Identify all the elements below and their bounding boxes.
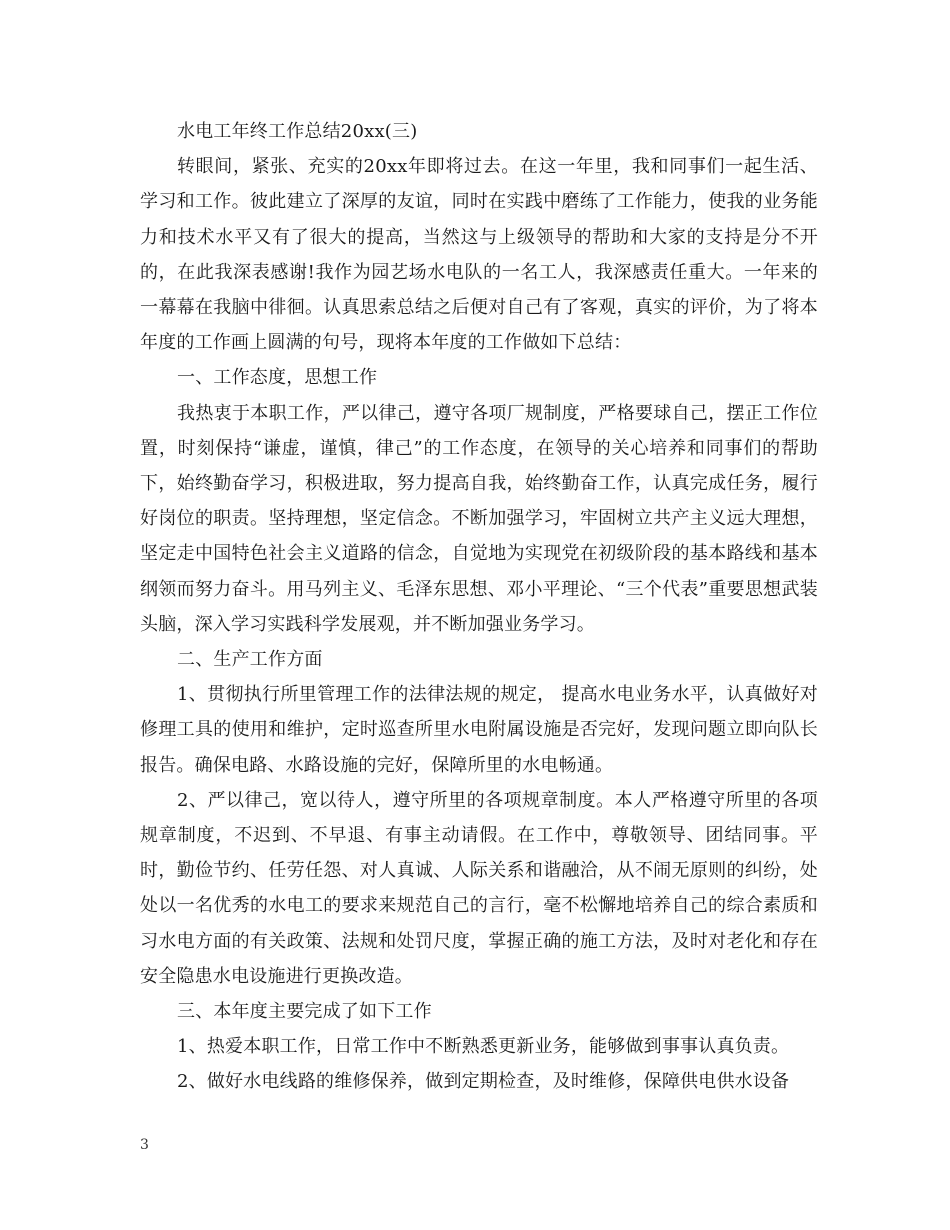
section-heading-completed-work: 三、本年度主要完成了如下工作 xyxy=(177,1001,432,1023)
production-item-2: 2、严以律己，宽以待人，遵守所里的各项规章制度。本人严格遵守所里的各项规章制度，不迟到、不早退、有事主动请假。在工作中，尊敬领导、团结同事。平时，勤俭节约、任劳任怨、对人真诚、人际关系和谐融洽，从不闹无原则的纠纷，处处以一名优秀的水电工的要求来规范自己的言行，毫不松懈地培养自己的综合素质和习水电方面的有关政策、法规和处罚尺度，掌握正确的施工方法，及时对老化和存在安全隐患水电设施进行更换改造。 xyxy=(140,789,818,987)
section-heading-attitude: 一、工作态度，思想工作 xyxy=(177,367,378,389)
production-item-1: 1、贯彻执行所里管理工作的法律法规的规定， 提高水电业务水平，认真做好对修理工具的使用和维护，定时巡查所里水电附属设施是否完好，发现问题立即向队长报告。确保电路、水路设施的完好，保障所里的水电畅通。 xyxy=(140,684,818,776)
intro-paragraph: 转眼间，紧张、充实的20xx年即将过去。在这一年里，我和同事们一起生活、学习和工作。彼此建立了深厚的友谊，同时在实践中磨练了工作能力，使我的业务能力和技术水平又有了很大的提高，当然这与上级领导的帮助和大家的支持是分不开的，在此我深表感谢!我作为园艺场水电队的一名工人，我深感责任重大。一年来的一幕幕在我脑中徘徊。认真思索总结之后便对自己有了客观，真实的评价，为了将本年度的工作画上圆满的句号，现将本年度的工作做如下总结： xyxy=(140,156,818,354)
attitude-paragraph: 我热衷于本职工作，严以律己，遵守各项厂规制度，严格要球自己，摆正工作位置，时刻保持“谦虚，谨慎，律己”的工作态度，在领导的关心培养和同事们的帮助下，始终勤奋学习，积极进取，努力提高自我，始终勤奋工作，认真完成任务，履行好岗位的职责。坚持理想，坚定信念。不断加强学习，牢固树立共产主义远大理想，坚定走中国特色社会主义道路的信念，自觉地为实现党在初级阶段的基本路线和基本纲领而努力奋斗。用马列主义、毛泽东思想、邓小平理论、“三个代表”重要思想武装头脑，深入学习实践科学发展观，并不断加强业务学习。 xyxy=(140,402,818,635)
document-body xyxy=(140,114,818,1100)
page-number: 3 xyxy=(140,1137,149,1153)
completed-work-item-2: 2、做好水电线路的维修保养，做到定期检查，及时维修，保障供电供水设备 xyxy=(177,1071,790,1093)
section-heading-production: 二、生产工作方面 xyxy=(177,649,323,671)
completed-work-item-1: 1、热爱本职工作，日常工作中不断熟悉更新业务，能够做到事事认真负责。 xyxy=(177,1036,790,1058)
document-title: 水电工年终工作总结20xx(三) xyxy=(177,121,418,142)
